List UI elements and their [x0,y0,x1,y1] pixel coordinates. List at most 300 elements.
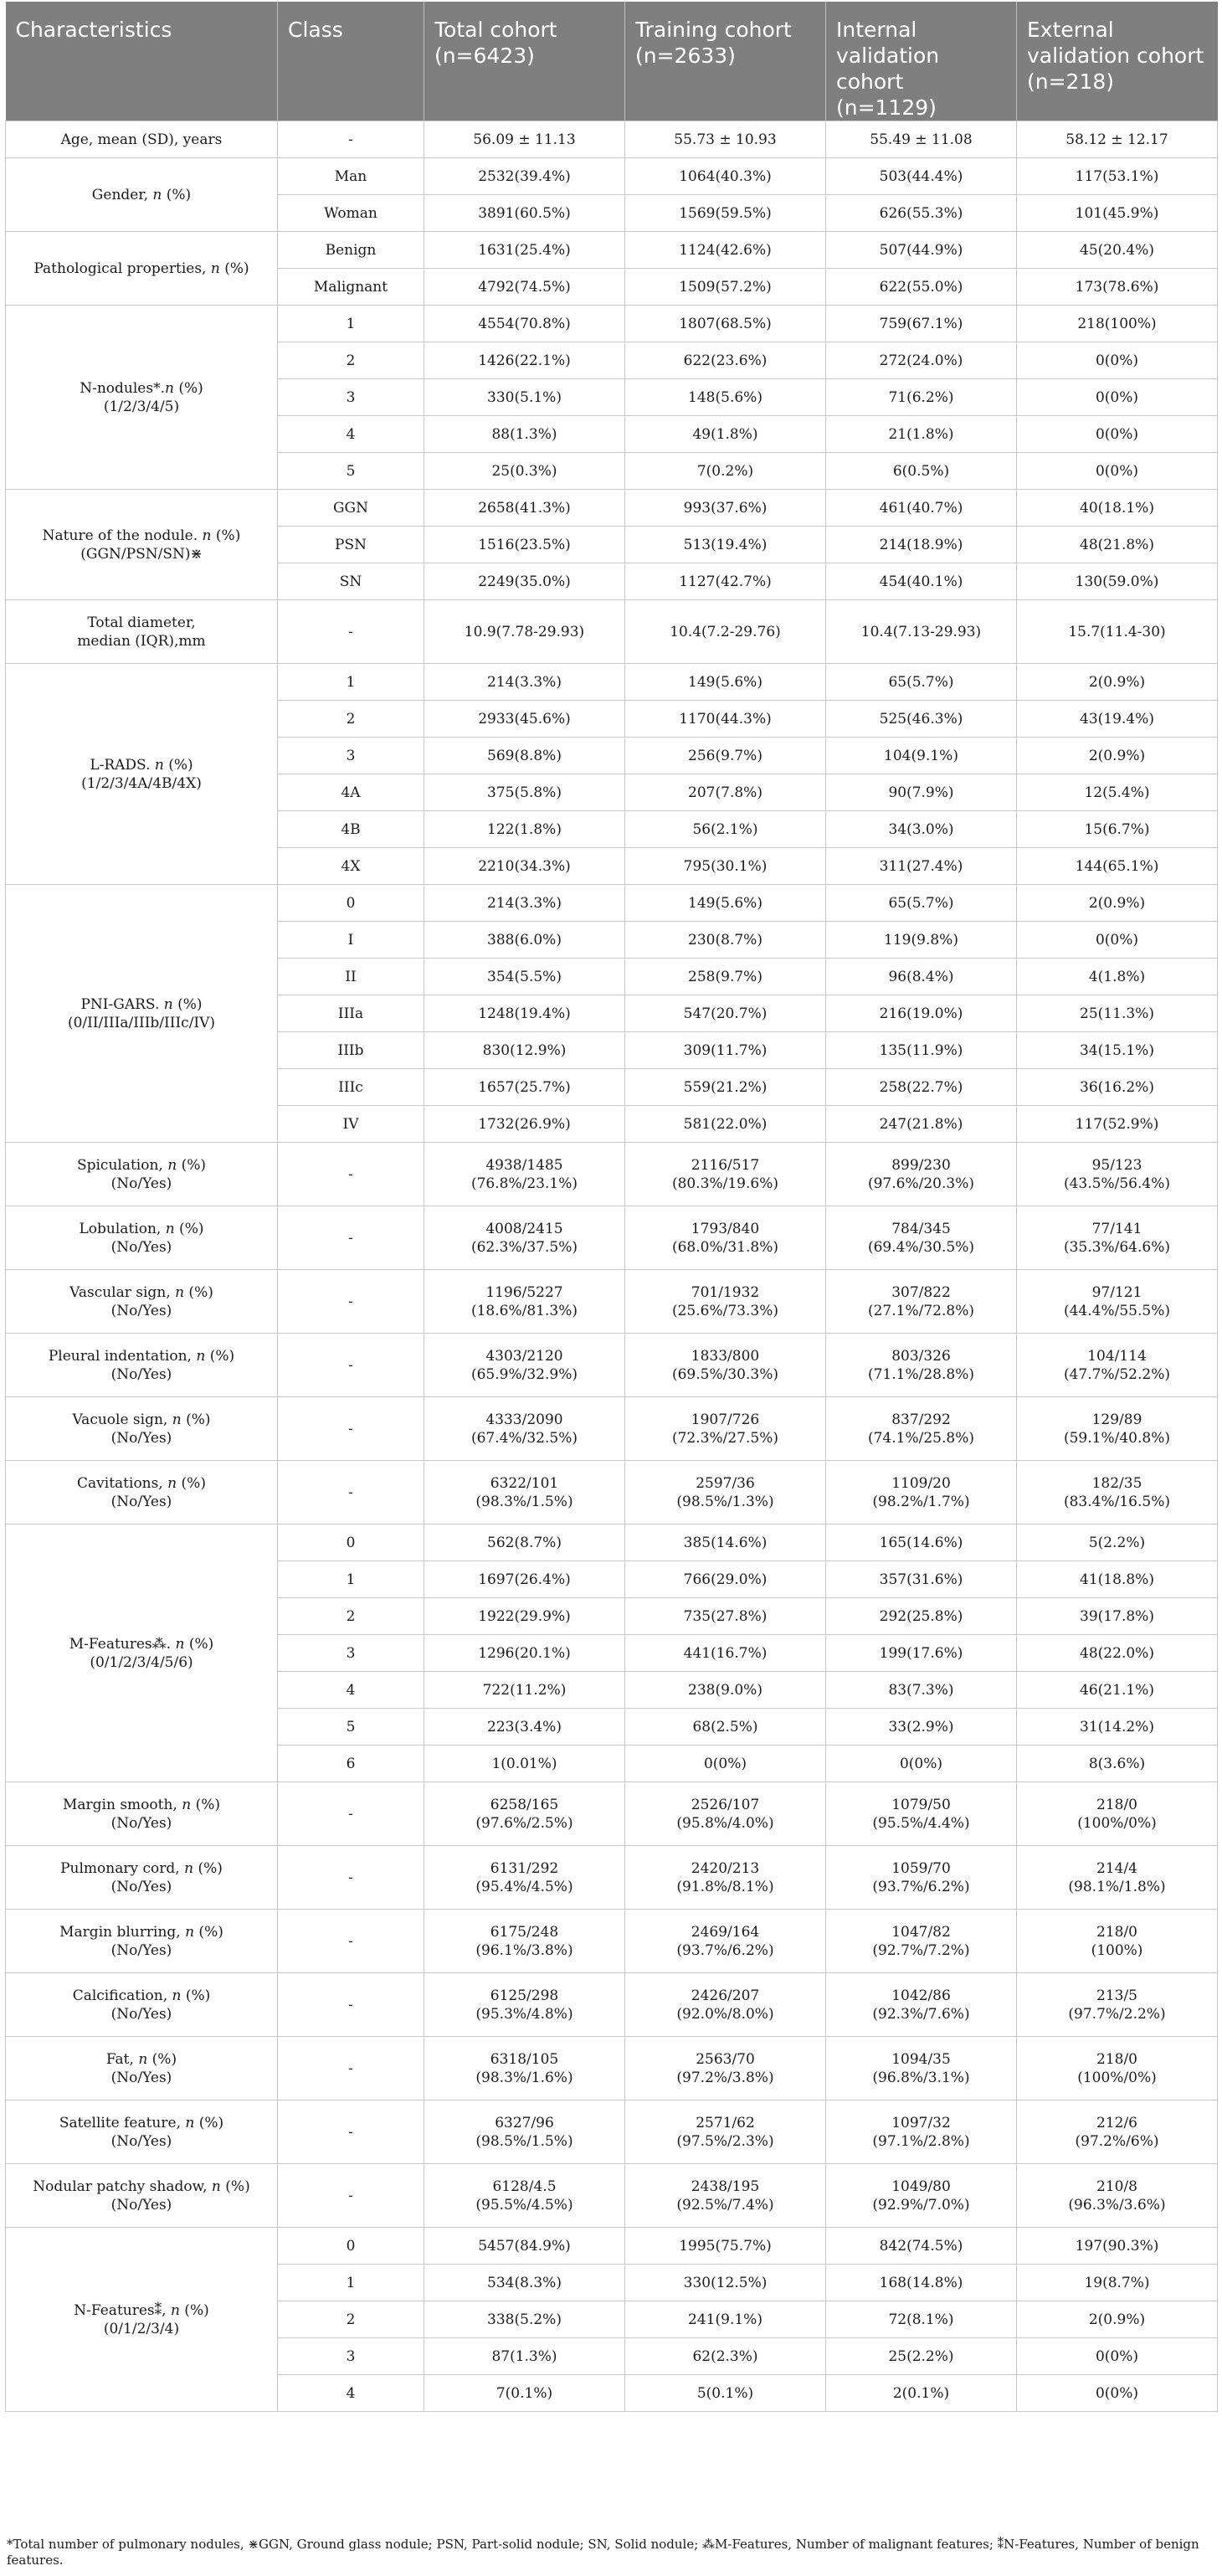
characteristic-label: Lobulation, n (%) (No/Yes) [6,1206,278,1270]
internal-validation-cell: 34(3.0%) [826,811,1017,848]
training-cohort-cell: 0(0%) [625,1746,826,1782]
total-cohort-cell: 562(8.7%) [424,1525,625,1561]
internal-validation-cell: 216(19.0%) [826,995,1017,1032]
training-cohort-cell: 2597/36 (98.5%/1.3%) [625,1461,826,1525]
training-cohort-cell: 1907/726 (72.3%/27.5%) [625,1397,826,1461]
class-cell: 3 [278,738,424,774]
header-external-validation: External validation cohort (n=218) [1017,2,1218,121]
class-cell: 3 [278,379,424,416]
characteristic-label: Pathological properties, n (%) [6,232,278,306]
external-validation-cell: 97/121 (44.4%/55.5%) [1017,1270,1218,1334]
training-cohort-cell: 2116/517 (80.3%/19.6%) [625,1143,826,1206]
class-cell: PSN [278,527,424,563]
class-cell: 3 [278,1635,424,1672]
training-cohort-cell: 68(2.5%) [625,1709,826,1746]
characteristic-label: Age, mean (SD), years [6,121,278,158]
external-validation-cell: 40(18.1%) [1017,490,1218,527]
training-cohort-cell: 701/1932 (25.6%/73.3%) [625,1270,826,1334]
internal-validation-cell: 247(21.8%) [826,1106,1017,1143]
class-cell: Woman [278,195,424,232]
external-validation-cell: 5(2.2%) [1017,1525,1218,1561]
training-cohort-cell: 622(23.6%) [625,342,826,379]
training-cohort-cell: 581(22.0%) [625,1106,826,1143]
class-cell: 4A [278,774,424,811]
internal-validation-cell: 1079/50 (95.5%/4.4%) [826,1782,1017,1846]
internal-validation-cell: 2(0.1%) [826,2375,1017,2412]
internal-validation-cell: 622(55.0%) [826,269,1017,306]
internal-validation-cell: 1094/35 (96.8%/3.1%) [826,2037,1017,2100]
external-validation-cell: 210/8 (96.3%/3.6%) [1017,2164,1218,2228]
external-validation-cell: 197(90.3%) [1017,2228,1218,2265]
external-validation-cell: 0(0%) [1017,2375,1218,2412]
internal-validation-cell: 55.49 ± 11.08 [826,121,1017,158]
external-validation-cell: 218/0 (100%/0%) [1017,1782,1218,1846]
class-cell: - [278,121,424,158]
table-row [6,232,1218,269]
table-row [6,1270,1218,1334]
class-cell: 4 [278,1672,424,1709]
total-cohort-cell: 330(5.1%) [424,379,625,416]
characteristics-table [5,2,1218,2412]
external-validation-cell: 0(0%) [1017,453,1218,490]
class-cell: - [278,1334,424,1397]
class-cell: 5 [278,453,424,490]
external-validation-cell: 104/114 (47.7%/52.2%) [1017,1334,1218,1397]
training-cohort-cell: 330(12.5%) [625,2265,826,2301]
external-validation-cell: 2(0.9%) [1017,664,1218,701]
training-cohort-cell: 258(9.7%) [625,959,826,995]
internal-validation-cell: 21(1.8%) [826,416,1017,453]
training-cohort-cell: 230(8.7%) [625,922,826,959]
training-cohort-cell: 238(9.0%) [625,1672,826,1709]
external-validation-cell: 48(21.8%) [1017,527,1218,563]
external-validation-cell: 212/6 (97.2%/6%) [1017,2100,1218,2164]
training-cohort-cell: 1170(44.3%) [625,701,826,738]
internal-validation-cell: 454(40.1%) [826,563,1017,600]
training-cohort-cell: 1833/800 (69.5%/30.3%) [625,1334,826,1397]
total-cohort-cell: 25(0.3%) [424,453,625,490]
external-validation-cell: 39(17.8%) [1017,1598,1218,1635]
internal-validation-cell: 292(25.8%) [826,1598,1017,1635]
total-cohort-cell: 6327/96 (98.5%/1.5%) [424,2100,625,2164]
internal-validation-cell: 96(8.4%) [826,959,1017,995]
class-cell: 4 [278,2375,424,2412]
table-row [6,2100,1218,2164]
training-cohort-cell: 1807(68.5%) [625,306,826,342]
internal-validation-cell: 168(14.8%) [826,2265,1017,2301]
table-row [6,1206,1218,1270]
total-cohort-cell: 388(6.0%) [424,922,625,959]
characteristic-label: Margin blurring, n (%) (No/Yes) [6,1910,278,1973]
total-cohort-cell: 2249(35.0%) [424,563,625,600]
table-footnote: *Total number of pulmonary nodules, ⋇GGN, Ground glass nodule; PSN, Part-solid nodule; SN, Solid nodule; ⁂M-Features, Number of malignant features; ⁑N-Features, Number of benign features. [7,2537,1199,2568]
table-row [6,1461,1218,1525]
training-cohort-cell: 241(9.1%) [625,2301,826,2338]
total-cohort-cell: 830(12.9%) [424,1032,625,1069]
characteristic-label: M-Features⁂. n (%) (0/1/2/3/4/5/6) [6,1525,278,1782]
internal-validation-cell: 0(0%) [826,1746,1017,1782]
internal-validation-cell: 525(46.3%) [826,701,1017,738]
internal-validation-cell: 507(44.9%) [826,232,1017,269]
internal-validation-cell: 461(40.7%) [826,490,1017,527]
external-validation-cell: 46(21.1%) [1017,1672,1218,1709]
training-cohort-cell: 10.4(7.2-29.76) [625,600,826,664]
class-cell: 0 [278,885,424,922]
total-cohort-cell: 6258/165 (97.6%/2.5%) [424,1782,625,1846]
total-cohort-cell: 1697(26.4%) [424,1561,625,1598]
external-validation-cell: 77/141 (35.3%/64.6%) [1017,1206,1218,1270]
external-validation-cell: 130(59.0%) [1017,563,1218,600]
training-cohort-cell: 149(5.6%) [625,664,826,701]
table-row [6,2037,1218,2100]
internal-validation-cell: 759(67.1%) [826,306,1017,342]
total-cohort-cell: 534(8.3%) [424,2265,625,2301]
characteristic-label: Vascular sign, n (%) (No/Yes) [6,1270,278,1334]
training-cohort-cell: 385(14.6%) [625,1525,826,1561]
class-cell: IIIa [278,995,424,1032]
class-cell: 3 [278,2338,424,2375]
total-cohort-cell: 56.09 ± 11.13 [424,121,625,158]
internal-validation-cell: 311(27.4%) [826,848,1017,885]
external-validation-cell: 101(45.9%) [1017,195,1218,232]
total-cohort-cell: 3891(60.5%) [424,195,625,232]
total-cohort-cell: 375(5.8%) [424,774,625,811]
table-row [6,1910,1218,1973]
characteristic-label: Nodular patchy shadow, n (%) (No/Yes) [6,2164,278,2228]
external-validation-cell: 4(1.8%) [1017,959,1218,995]
class-cell: - [278,1397,424,1461]
training-cohort-cell: 7(0.2%) [625,453,826,490]
characteristic-label: L-RADS. n (%) (1/2/3/4A/4B/4X) [6,664,278,885]
class-cell: - [278,1143,424,1206]
class-cell: 4X [278,848,424,885]
training-cohort-cell: 256(9.7%) [625,738,826,774]
table-row [6,121,1218,158]
characteristic-label: Vacuole sign, n (%) (No/Yes) [6,1397,278,1461]
internal-validation-cell: 357(31.6%) [826,1561,1017,1598]
external-validation-cell: 2(0.9%) [1017,2301,1218,2338]
total-cohort-cell: 338(5.2%) [424,2301,625,2338]
header-characteristics: Characteristics [6,2,278,121]
class-cell: - [278,1782,424,1846]
class-cell: II [278,959,424,995]
class-cell: 2 [278,2301,424,2338]
training-cohort-cell: 49(1.8%) [625,416,826,453]
total-cohort-cell: 1922(29.9%) [424,1598,625,1635]
external-validation-cell: 2(0.9%) [1017,738,1218,774]
external-validation-cell: 8(3.6%) [1017,1746,1218,1782]
external-validation-cell: 173(78.6%) [1017,269,1218,306]
external-validation-cell: 15.7(11.4-30) [1017,600,1218,664]
external-validation-cell: 58.12 ± 12.17 [1017,121,1218,158]
external-validation-cell: 218/0 (100%/0%) [1017,2037,1218,2100]
internal-validation-cell: 626(55.3%) [826,195,1017,232]
total-cohort-cell: 4554(70.8%) [424,306,625,342]
external-validation-cell: 213/5 (97.7%/2.2%) [1017,1973,1218,2037]
internal-validation-cell: 837/292 (74.1%/25.8%) [826,1397,1017,1461]
total-cohort-cell: 2532(39.4%) [424,158,625,195]
internal-validation-cell: 214(18.9%) [826,527,1017,563]
training-cohort-cell: 1064(40.3%) [625,158,826,195]
training-cohort-cell: 735(27.8%) [625,1598,826,1635]
external-validation-cell: 218(100%) [1017,306,1218,342]
internal-validation-cell: 72(8.1%) [826,2301,1017,2338]
class-cell: 5 [278,1709,424,1746]
training-cohort-cell: 56(2.1%) [625,811,826,848]
training-cohort-cell: 1124(42.6%) [625,232,826,269]
internal-validation-cell: 10.4(7.13-29.93) [826,600,1017,664]
class-cell: IIIc [278,1069,424,1106]
internal-validation-cell: 199(17.6%) [826,1635,1017,1672]
internal-validation-cell: 803/326 (71.1%/28.8%) [826,1334,1017,1397]
total-cohort-cell: 1196/5227 (18.6%/81.3%) [424,1270,625,1334]
header-internal-validation: Internal validation cohort (n=1129) [826,2,1017,121]
external-validation-cell: 12(5.4%) [1017,774,1218,811]
total-cohort-cell: 1248(19.4%) [424,995,625,1032]
training-cohort-cell: 993(37.6%) [625,490,826,527]
total-cohort-cell: 88(1.3%) [424,416,625,453]
characteristic-label: Gender, n (%) [6,158,278,232]
external-validation-cell: 31(14.2%) [1017,1709,1218,1746]
class-cell: - [278,2037,424,2100]
training-cohort-cell: 2438/195 (92.5%/7.4%) [625,2164,826,2228]
training-cohort-cell: 2469/164 (93.7%/6.2%) [625,1910,826,1973]
table-row [6,1525,1218,1561]
external-validation-cell: 95/123 (43.5%/56.4%) [1017,1143,1218,1206]
class-cell: IV [278,1106,424,1143]
total-cohort-cell: 722(11.2%) [424,1672,625,1709]
table-row [6,1973,1218,2037]
class-cell: - [278,1270,424,1334]
training-cohort-cell: 207(7.8%) [625,774,826,811]
internal-validation-cell: 90(7.9%) [826,774,1017,811]
total-cohort-cell: 5457(84.9%) [424,2228,625,2265]
class-cell: IIIb [278,1032,424,1069]
total-cohort-cell: 7(0.1%) [424,2375,625,2412]
external-validation-cell: 19(8.7%) [1017,2265,1218,2301]
class-cell: Man [278,158,424,195]
header-row [6,2,1218,121]
class-cell: - [278,1973,424,2037]
class-cell: 0 [278,1525,424,1561]
training-cohort-cell: 2426/207 (92.0%/8.0%) [625,1973,826,2037]
characteristic-label: Total diameter, median (IQR),mm [6,600,278,664]
training-cohort-cell: 2420/213 (91.8%/8.1%) [625,1846,826,1910]
external-validation-cell: 15(6.7%) [1017,811,1218,848]
total-cohort-cell: 214(3.3%) [424,885,625,922]
total-cohort-cell: 4792(74.5%) [424,269,625,306]
training-cohort-cell: 148(5.6%) [625,379,826,416]
internal-validation-cell: 1049/80 (92.9%/7.0%) [826,2164,1017,2228]
class-cell: 1 [278,306,424,342]
training-cohort-cell: 62(2.3%) [625,2338,826,2375]
total-cohort-cell: 1657(25.7%) [424,1069,625,1106]
class-cell: SN [278,563,424,600]
training-cohort-cell: 2563/70 (97.2%/3.8%) [625,2037,826,2100]
internal-validation-cell: 165(14.6%) [826,1525,1017,1561]
table-row [6,490,1218,527]
external-validation-cell: 117(52.9%) [1017,1106,1218,1143]
external-validation-cell: 0(0%) [1017,922,1218,959]
training-cohort-cell: 559(21.2%) [625,1069,826,1106]
table-row [6,1334,1218,1397]
characteristic-label: Nature of the nodule. n (%) (GGN/PSN/SN)⋇ [6,490,278,600]
table-row [6,2228,1218,2265]
training-cohort-cell: 2571/62 (97.5%/2.3%) [625,2100,826,2164]
training-cohort-cell: 441(16.7%) [625,1635,826,1672]
internal-validation-cell: 272(24.0%) [826,342,1017,379]
total-cohort-cell: 4303/2120 (65.9%/32.9%) [424,1334,625,1397]
characteristic-label: Satellite feature, n (%) (No/Yes) [6,2100,278,2164]
training-cohort-cell: 1127(42.7%) [625,563,826,600]
total-cohort-cell: 1(0.01%) [424,1746,625,1782]
class-cell: I [278,922,424,959]
external-validation-cell: 144(65.1%) [1017,848,1218,885]
total-cohort-cell: 354(5.5%) [424,959,625,995]
class-cell: 4 [278,416,424,453]
internal-validation-cell: 25(2.2%) [826,2338,1017,2375]
total-cohort-cell: 2210(34.3%) [424,848,625,885]
total-cohort-cell: 6125/298 (95.3%/4.8%) [424,1973,625,2037]
training-cohort-cell: 149(5.6%) [625,885,826,922]
total-cohort-cell: 6322/101 (98.3%/1.5%) [424,1461,625,1525]
table-row [6,885,1218,922]
table-row [6,1782,1218,1846]
characteristic-label: Calcification, n (%) (No/Yes) [6,1973,278,2037]
table-row [6,600,1218,664]
table-body [6,121,1218,2412]
external-validation-cell: 45(20.4%) [1017,232,1218,269]
characteristic-label: Margin smooth, n (%) (No/Yes) [6,1782,278,1846]
class-cell: - [278,1461,424,1525]
external-validation-cell: 0(0%) [1017,342,1218,379]
internal-validation-cell: 71(6.2%) [826,379,1017,416]
class-cell: 1 [278,664,424,701]
characteristic-label: Pulmonary cord, n (%) (No/Yes) [6,1846,278,1910]
training-cohort-cell: 1509(57.2%) [625,269,826,306]
total-cohort-cell: 6175/248 (96.1%/3.8%) [424,1910,625,1973]
total-cohort-cell: 1296(20.1%) [424,1635,625,1672]
header-class: Class [278,2,424,121]
table-row [6,306,1218,342]
class-cell: 1 [278,2265,424,2301]
class-cell: 2 [278,701,424,738]
internal-validation-cell: 65(5.7%) [826,885,1017,922]
internal-validation-cell: 135(11.9%) [826,1032,1017,1069]
internal-validation-cell: 258(22.7%) [826,1069,1017,1106]
training-cohort-cell: 795(30.1%) [625,848,826,885]
external-validation-cell: 129/89 (59.1%/40.8%) [1017,1397,1218,1461]
class-cell: 0 [278,2228,424,2265]
external-validation-cell: 48(22.0%) [1017,1635,1218,1672]
class-cell: 2 [278,342,424,379]
class-cell: 2 [278,1598,424,1635]
table-header [6,2,1218,121]
characteristic-label: N-nodules*.n (%) (1/2/3/4/5) [6,306,278,490]
class-cell: 4B [278,811,424,848]
total-cohort-cell: 2933(45.6%) [424,701,625,738]
training-cohort-cell: 309(11.7%) [625,1032,826,1069]
internal-validation-cell: 119(9.8%) [826,922,1017,959]
class-cell: - [278,2164,424,2228]
total-cohort-cell: 1732(26.9%) [424,1106,625,1143]
class-cell: 1 [278,1561,424,1598]
total-cohort-cell: 6128/4.5 (95.5%/4.5%) [424,2164,625,2228]
characteristic-label: N-Features⁑, n (%) (0/1/2/3/4) [6,2228,278,2412]
table-row [6,1143,1218,1206]
external-validation-cell: 36(16.2%) [1017,1069,1218,1106]
external-validation-cell: 34(15.1%) [1017,1032,1218,1069]
internal-validation-cell: 784/345 (69.4%/30.5%) [826,1206,1017,1270]
training-cohort-cell: 5(0.1%) [625,2375,826,2412]
internal-validation-cell: 1109/20 (98.2%/1.7%) [826,1461,1017,1525]
class-cell: Malignant [278,269,424,306]
external-validation-cell: 0(0%) [1017,416,1218,453]
total-cohort-cell: 122(1.8%) [424,811,625,848]
internal-validation-cell: 104(9.1%) [826,738,1017,774]
training-cohort-cell: 1793/840 (68.0%/31.8%) [625,1206,826,1270]
external-validation-cell: 182/35 (83.4%/16.5%) [1017,1461,1218,1525]
total-cohort-cell: 87(1.3%) [424,2338,625,2375]
total-cohort-cell: 4008/2415 (62.3%/37.5%) [424,1206,625,1270]
class-cell: - [278,1910,424,1973]
total-cohort-cell: 10.9(7.78-29.93) [424,600,625,664]
external-validation-cell: 0(0%) [1017,379,1218,416]
total-cohort-cell: 1631(25.4%) [424,232,625,269]
characteristic-label: Pleural indentation, n (%) (No/Yes) [6,1334,278,1397]
training-cohort-cell: 55.73 ± 10.93 [625,121,826,158]
external-validation-cell: 25(11.3%) [1017,995,1218,1032]
header-training-cohort: Training cohort (n=2633) [625,2,826,121]
external-validation-cell: 41(18.8%) [1017,1561,1218,1598]
class-cell: Benign [278,232,424,269]
total-cohort-cell: 6131/292 (95.4%/4.5%) [424,1846,625,1910]
internal-validation-cell: 503(44.4%) [826,158,1017,195]
training-cohort-cell: 547(20.7%) [625,995,826,1032]
training-cohort-cell: 766(29.0%) [625,1561,826,1598]
external-validation-cell: 2(0.9%) [1017,885,1218,922]
class-cell: GGN [278,490,424,527]
class-cell: - [278,600,424,664]
total-cohort-cell: 569(8.8%) [424,738,625,774]
external-validation-cell: 117(53.1%) [1017,158,1218,195]
internal-validation-cell: 307/822 (27.1%/72.8%) [826,1270,1017,1334]
characteristic-label: Cavitations, n (%) (No/Yes) [6,1461,278,1525]
total-cohort-cell: 4333/2090 (67.4%/32.5%) [424,1397,625,1461]
total-cohort-cell: 1426(22.1%) [424,342,625,379]
total-cohort-cell: 4938/1485 (76.8%/23.1%) [424,1143,625,1206]
training-cohort-cell: 2526/107 (95.8%/4.0%) [625,1782,826,1846]
internal-validation-cell: 842(74.5%) [826,2228,1017,2265]
table-row [6,1846,1218,1910]
table-row [6,1397,1218,1461]
total-cohort-cell: 223(3.4%) [424,1709,625,1746]
training-cohort-cell: 1569(59.5%) [625,195,826,232]
internal-validation-cell: 83(7.3%) [826,1672,1017,1709]
internal-validation-cell: 65(5.7%) [826,664,1017,701]
class-cell: - [278,2100,424,2164]
total-cohort-cell: 214(3.3%) [424,664,625,701]
external-validation-cell: 43(19.4%) [1017,701,1218,738]
table-row [6,158,1218,195]
external-validation-cell: 218/0 (100%) [1017,1910,1218,1973]
header-total-cohort: Total cohort (n=6423) [424,2,625,121]
internal-validation-cell: 1047/82 (92.7%/7.2%) [826,1910,1017,1973]
training-cohort-cell: 513(19.4%) [625,527,826,563]
total-cohort-cell: 1516(23.5%) [424,527,625,563]
total-cohort-cell: 2658(41.3%) [424,490,625,527]
internal-validation-cell: 33(2.9%) [826,1709,1017,1746]
